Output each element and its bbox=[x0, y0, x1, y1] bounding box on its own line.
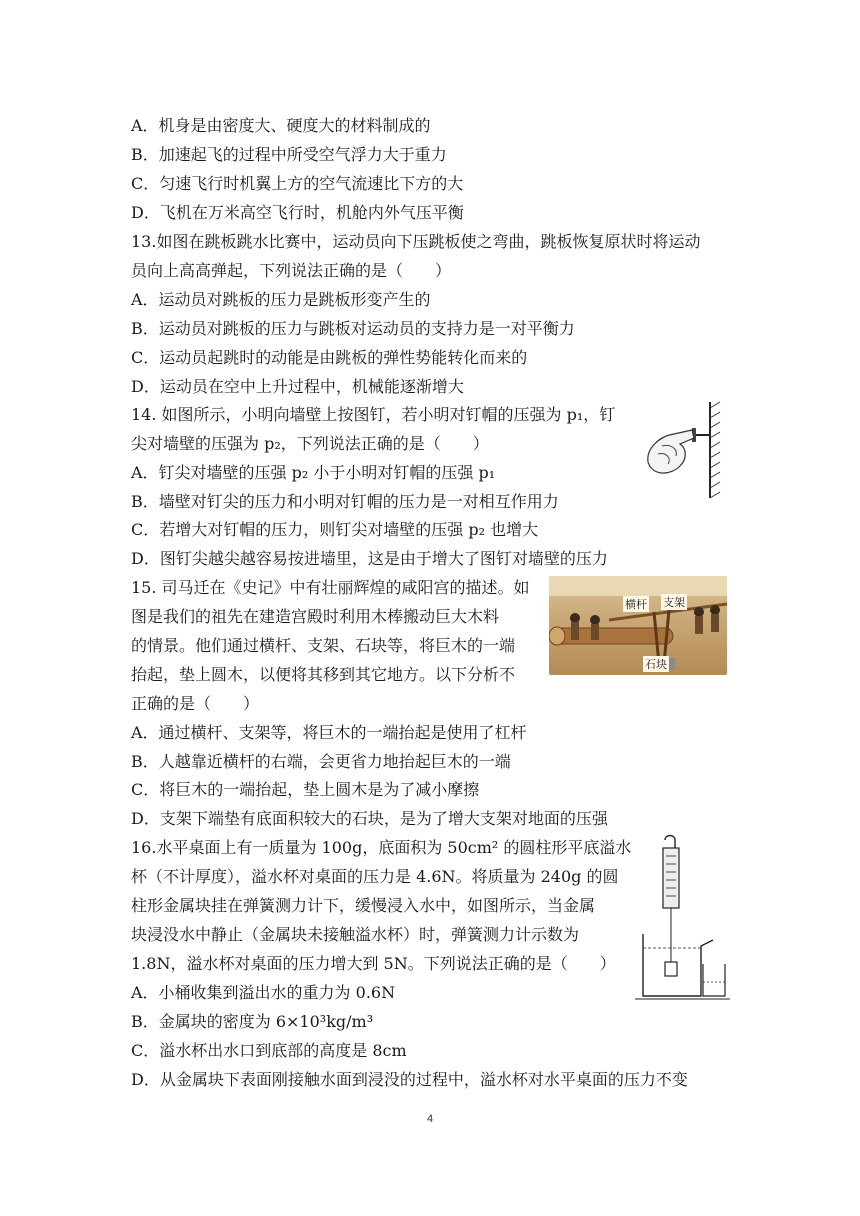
text-line: D．支架下端垫有底面积较大的石块，是为了增大支架对地面的压强 bbox=[131, 809, 608, 828]
text-line: A．机身是由密度大、硬度大的材料制成的 bbox=[131, 116, 431, 135]
text-line: 员向上高高弹起，下列说法正确的是（ ） bbox=[131, 261, 452, 280]
text-line: 图是我们的祖先在建造宫殿时利用木棒搬动巨大木料 bbox=[131, 607, 500, 626]
label-support: 支架 bbox=[663, 596, 685, 609]
text-line: C．将巨木的一端抬起，垫上圆木是为了减小摩擦 bbox=[131, 780, 480, 799]
text-line: B．金属块的密度为 6×10³kg/m³ bbox=[131, 1012, 374, 1031]
text-line: C．匀速飞行时机翼上方的空气流速比下方的大 bbox=[131, 174, 464, 193]
text-line: B．运动员对跳板的压力与跳板对运动员的支持力是一对平衡力 bbox=[131, 319, 575, 338]
text-line: A．钉尖对墙壁的压强 p₂ 小于小明对钉帽的压强 p₁ bbox=[131, 463, 496, 482]
text-line: 尖对墙壁的压强为 p₂，下列说法正确的是（ ） bbox=[131, 434, 489, 453]
thumbtack-figure bbox=[640, 400, 730, 500]
text-line: D．飞机在万米高空飞行时，机舱内外气压平衡 bbox=[131, 203, 464, 222]
text-line: 块浸没水中静止（金属块未接触溢水杯）时，弹簧测力计示数为 bbox=[131, 925, 580, 944]
text-line: D．图钉尖越尖越容易按进墙里，这是由于增大了图钉对墙壁的压力 bbox=[131, 549, 608, 568]
text-line: D．运动员在空中上升过程中，机械能逐渐增大 bbox=[131, 377, 464, 396]
text-line: 15. 司马迁在《史记》中有壮丽辉煌的咸阳宫的描述。如 bbox=[131, 578, 530, 597]
text-line: 杯（不计厚度），溢水杯对桌面的压力是 4.6N。将质量为 240g 的圆 bbox=[131, 867, 619, 886]
text-line: 抬起，垫上圆木，以便将其移到其它地方。以下分析不 bbox=[131, 665, 516, 684]
overflow-cup-figure bbox=[635, 834, 730, 1004]
text-line: C．溢水杯出水口到底部的高度是 8cm bbox=[131, 1041, 407, 1060]
page-number: 4 bbox=[426, 1113, 434, 1125]
text-line: 正确的是（ ） bbox=[131, 694, 260, 713]
label-lever: 横杆 bbox=[625, 598, 647, 611]
text-line: 1.8N，溢水杯对桌面的压力增大到 5N。下列说法正确的是（ ） bbox=[131, 954, 616, 973]
text-line: 13.如图在跳板跳水比赛中，运动员向下压跳板使之弯曲，跳板恢复原状时将运动 bbox=[131, 232, 701, 251]
text-line: 16.水平桌面上有一质量为 100g，底面积为 50cm² 的圆柱形平底溢水 bbox=[131, 838, 632, 857]
text-line: B．墙壁对钉尖的压力和小明对钉帽的压力是一对相互作用力 bbox=[131, 492, 559, 511]
text-line: C．若增大对钉帽的压力，则钉尖对墙壁的压强 p₂ 也增大 bbox=[131, 520, 539, 539]
text-line: A．运动员对跳板的压力是跳板形变产生的 bbox=[131, 290, 431, 309]
text-line: B．人越靠近横杆的右端，会更省力地抬起巨木的一端 bbox=[131, 752, 511, 771]
timber-lever-photo bbox=[549, 576, 727, 675]
text-line: 的情景。他们通过横杆、支架、石块等，将巨木的一端 bbox=[131, 636, 516, 655]
text-line: A．通过横杆、支架等，将巨木的一端抬起是使用了杠杆 bbox=[131, 723, 527, 742]
text-line: A．小桶收集到溢出水的重力为 0.6N bbox=[131, 983, 396, 1002]
label-stone: 石块 bbox=[645, 658, 667, 671]
text-line: 14. 如图所示，小明向墙壁上按图钉，若小明对钉帽的压强为 p₁，钉 bbox=[131, 405, 616, 424]
text-line: C．运动员起跳时的动能是由跳板的弹性势能转化而来的 bbox=[131, 348, 528, 367]
text-line: D．从金属块下表面刚接触水面到浸没的过程中，溢水杯对水平桌面的压力不变 bbox=[131, 1070, 688, 1089]
text-line: 柱形金属块挂在弹簧测力计下，缓慢浸入水中，如图所示，当金属 bbox=[131, 896, 596, 915]
text-line: B．加速起飞的过程中所受空气浮力大于重力 bbox=[131, 145, 447, 164]
